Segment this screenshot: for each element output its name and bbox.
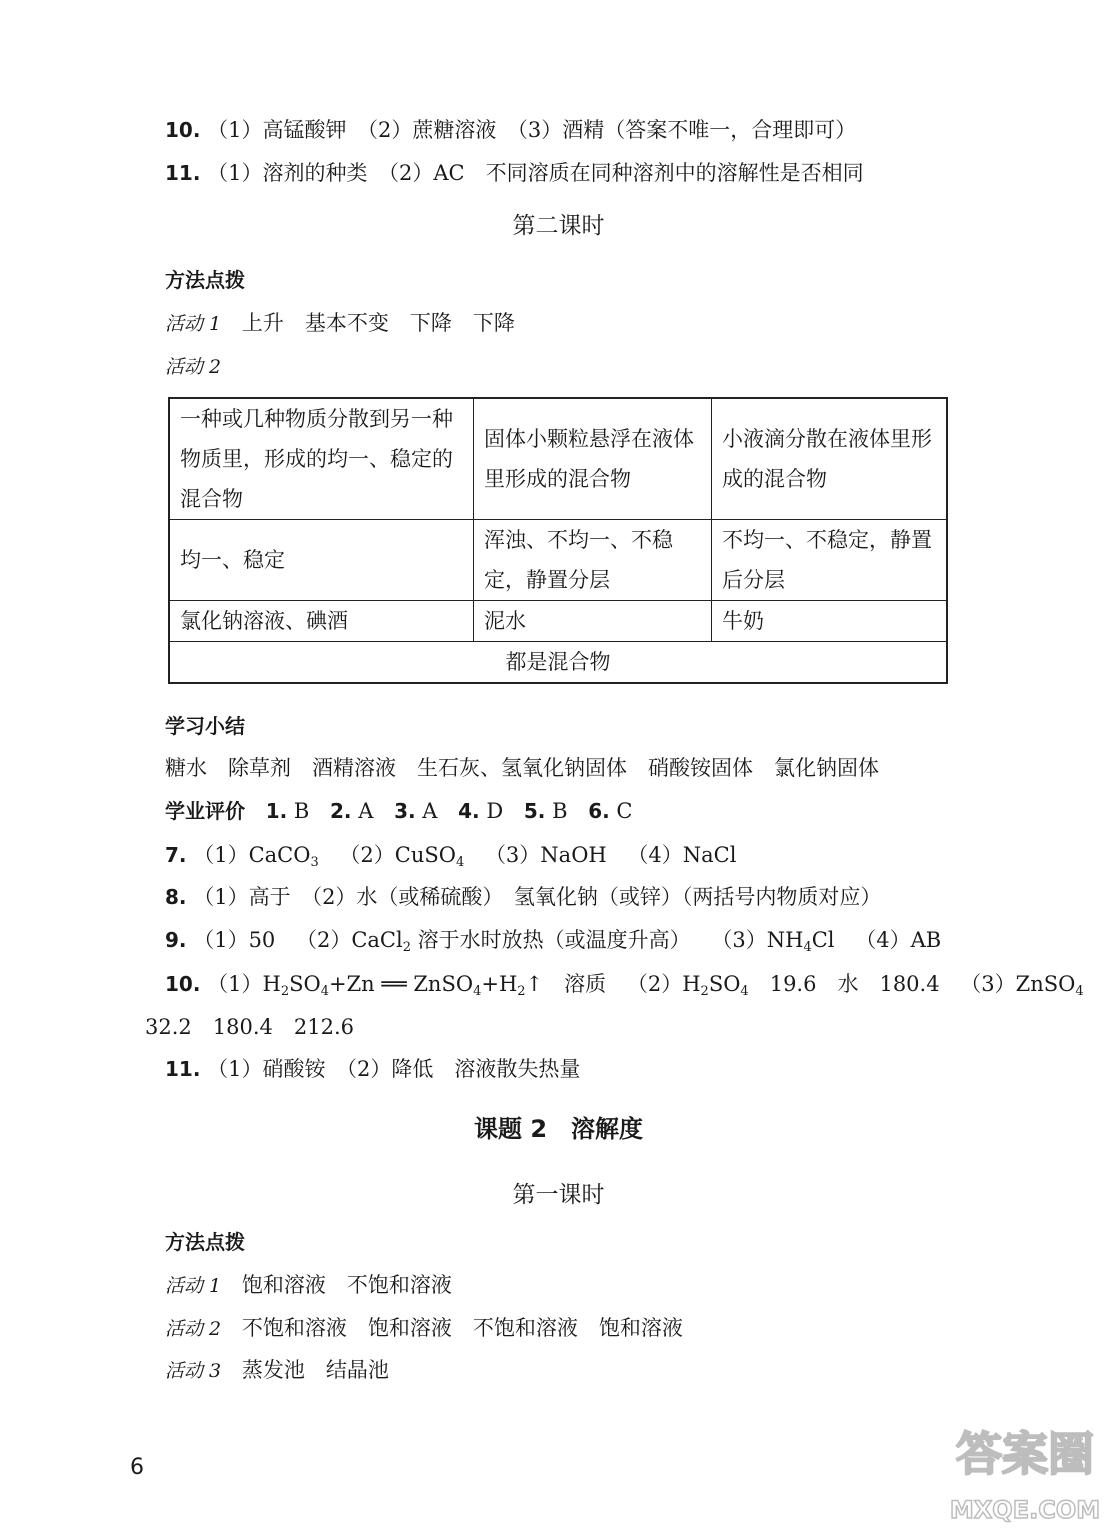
answer-9 [165,928,942,955]
summary-text: 糖水 除草剂 酒精溶液 生石灰、氢氧化钠固体 硝酸铵固体 氯化钠固体 [165,756,879,780]
mc-number: 1. [265,799,288,823]
activity-1 [165,313,515,334]
table-cell: 小液滴分散在液体里形成的混合物 [712,398,948,520]
subscript: 4 [320,984,329,999]
mc-answer: D [486,799,504,823]
answer-part: （2）CaCl [295,928,403,952]
mc-answer: C [616,799,633,823]
method-heading: 方法点拨 [165,268,245,292]
table-cell: 泥水 [474,601,712,642]
answer-7 [165,843,737,870]
question-number: 8. [165,885,187,909]
evaluation-heading: 学业评价 [165,799,245,823]
activity-1-s3 [165,1275,452,1296]
topic-title: 课题 2 溶解度 [473,1115,644,1143]
activity-2 [165,356,221,377]
mc-answer: B [293,799,310,823]
answer-part: SO [289,972,321,996]
method-heading-2: 方法点拨 [165,1230,245,1254]
mc-answer: A [422,799,438,823]
answer-part: （1）H [207,972,281,996]
answer-11-prev [165,163,864,184]
answer-part: （1）CaCO [193,843,311,867]
subscript: 2 [700,984,709,999]
answer-10-continued: 32.2 180.4 212.6 [145,1015,354,1039]
answer-part: （4）NaCl [627,843,737,867]
table-row [169,601,947,642]
answer-part: ↑ 溶质 [525,972,607,996]
mc-number: 2. [330,799,352,823]
table-row [169,398,947,520]
answer-text: （1）高于 （2）水（或稀硫酸） 氢氧化钠（或锌）（两括号内物质对应） [193,885,882,909]
answer-10 [165,972,1084,999]
activity-text: 蒸发池 结晶池 [241,1358,389,1382]
activity-label: 活动 1 [165,313,222,335]
subscript: 4 [455,855,465,870]
table-cell: 一种或几种物质分散到另一种物质里，形成的均一、稳定的混合物 [169,398,474,520]
svg-text:答案圈: 答案圈 [956,1427,1094,1481]
activity-text: 不饱和溶液 饱和溶液 不饱和溶液 饱和溶液 [241,1316,683,1340]
activity-text: 饱和溶液 不饱和溶液 [241,1273,452,1297]
subscript: 3 [310,855,319,870]
subscript: 4 [740,984,749,999]
answer-part: （3）NaOH [484,843,607,867]
subscript: 4 [473,984,482,999]
question-number: 9. [165,928,187,952]
answer-part: （3）NH [711,928,804,952]
activity-3-s3 [165,1360,389,1381]
mc-answer: B [552,799,568,823]
mc-number: 3. [394,799,416,823]
activity-label: 活动 2 [165,356,222,378]
table-cell: 不均一、不稳定，静置后分层 [712,520,948,601]
answer-10-prev [165,120,856,141]
page-number: 6 [130,1455,144,1480]
mc-number: 6. [588,799,610,823]
answer-part: SO [708,972,741,996]
table-footer-row [169,642,947,684]
answer-part: +Zn ══ ZnSO [328,972,474,996]
question-number: 10. [165,118,201,142]
activity-text: 上升 基本不变 下降 下降 [241,311,515,335]
table-cell: 氯化钠溶液、碘酒 [169,601,474,642]
answer-part: （4）AB [855,928,942,952]
lesson-title-2: 第一课时 [512,1182,605,1208]
activity-label: 活动 1 [165,1275,222,1297]
answer-part: （2）H [626,972,701,996]
subscript: 4 [1075,984,1084,999]
answer-text: （1）溶剂的种类 （2）AC 不同溶质在同种溶剂中的溶解性是否相同 [207,161,864,185]
subscript: 4 [803,940,812,955]
table-cell: 固体小颗粒悬浮在液体里形成的混合物 [474,398,712,520]
answer-8 [165,887,881,908]
lesson-title: 第二课时 [512,213,605,239]
question-number: 7. [165,843,187,867]
answer-part: Cl [811,928,835,952]
svg-text:MXQE.COM: MXQE.COM [950,1496,1100,1524]
table-cell: 浑浊、不均一、不稳定，静置分层 [474,520,712,601]
question-number: 11. [165,1057,201,1081]
mc-number: 4. [458,799,480,823]
answer-11 [165,1059,580,1080]
watermark-logo [950,1408,1100,1528]
table-row [169,520,947,601]
activity-2-s3 [165,1318,683,1339]
summary-heading: 学习小结 [165,714,245,738]
answer-part: +H [481,972,518,996]
question-number: 11. [165,161,201,185]
subscript: 2 [280,984,290,999]
table-cell: 牛奶 [712,601,948,642]
answer-part: （1）50 [193,928,276,952]
table-cell: 均一、稳定 [169,520,474,601]
answer-part: 溶于水时放热（或温度升高） [411,928,691,952]
comparison-table [168,397,948,684]
mc-number: 5. [523,799,546,823]
answer-part: （2）CuSO [339,843,456,867]
answer-text: （1）硝酸铵 （2）降低 溶液散失热量 [207,1057,581,1081]
subscript: 2 [517,984,526,999]
activity-label: 活动 3 [165,1360,222,1382]
mc-answer: A [358,799,374,823]
answer-part: 19.6 水 180.4 [748,972,940,996]
evaluation-line [165,801,632,822]
question-number: 10. [165,972,201,996]
table-footer: 都是混合物 [169,642,947,684]
activity-label: 活动 2 [165,1318,222,1340]
answer-text: （1）高锰酸钾 （2）蔗糖溶液 （3）酒精（答案不唯一，合理即可） [207,118,857,142]
subscript: 2 [402,940,411,955]
answer-part: （3）ZnSO [960,972,1076,996]
